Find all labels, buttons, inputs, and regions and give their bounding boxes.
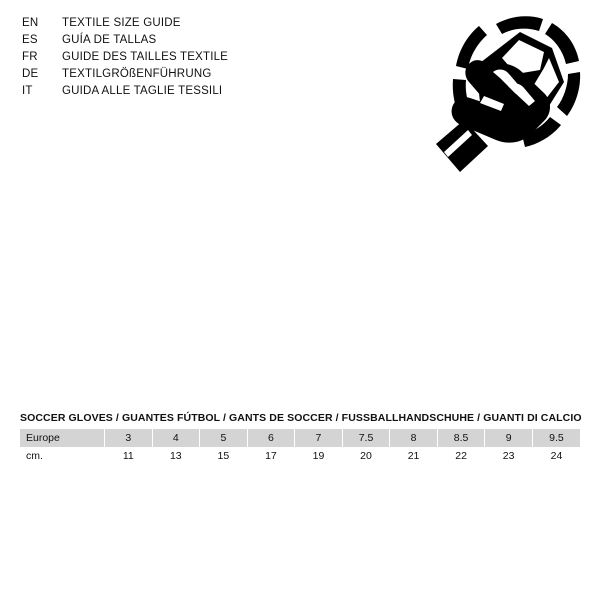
cell-cm-2: 15 [200, 447, 248, 465]
cell-europe-1: 4 [152, 429, 200, 447]
cell-cm-0: 11 [105, 447, 153, 465]
row-label-europe: Europe [20, 429, 105, 447]
legend-code-it: IT [22, 85, 33, 97]
size-chart-title: SOCCER GLOVES / GUANTES FÚTBOL / GANTS DE SOCCER / FUSSBALLHANDSCHUHE / GUANTI DI CALCIO [20, 412, 582, 424]
legend-code-en: EN [22, 17, 39, 29]
cell-europe-3: 6 [247, 429, 295, 447]
cell-cm-5: 20 [342, 447, 390, 465]
legend-code-de: DE [22, 68, 39, 80]
cell-europe-0: 3 [105, 429, 153, 447]
cell-europe-2: 5 [200, 429, 248, 447]
cell-cm-8: 23 [485, 447, 533, 465]
legend-text-es: GUÍA DE TALLAS [62, 34, 157, 46]
cell-cm-7: 22 [437, 447, 485, 465]
size-table [20, 429, 580, 465]
cell-cm-1: 13 [152, 447, 200, 465]
legend-code-fr: FR [22, 51, 38, 63]
cell-cm-9: 24 [532, 447, 580, 465]
language-legend [22, 16, 228, 99]
cell-europe-8: 9 [485, 429, 533, 447]
legend-code-es: ES [22, 34, 38, 46]
goalkeeper-glove-and-ball-icon [392, 10, 582, 200]
cell-cm-3: 17 [247, 447, 295, 465]
row-label-cm: cm. [20, 447, 105, 465]
cell-europe-4: 7 [295, 429, 343, 447]
legend-text-en: TEXTILE SIZE GUIDE [62, 17, 181, 29]
table-row [20, 429, 580, 447]
legend-text-fr: GUIDE DES TAILLES TEXTILE [62, 51, 229, 63]
cell-europe-7: 8.5 [437, 429, 485, 447]
legend-text-it: GUIDA ALLE TAGLIE TESSILI [62, 85, 223, 97]
cell-cm-4: 19 [295, 447, 343, 465]
legend-text-de: TEXTILGRÖßENFÜHRUNG [62, 68, 212, 80]
cell-europe-9: 9.5 [532, 429, 580, 447]
table-row [20, 447, 580, 465]
size-chart [20, 412, 580, 465]
cell-cm-6: 21 [390, 447, 438, 465]
cell-europe-5: 7.5 [342, 429, 390, 447]
cell-europe-6: 8 [390, 429, 438, 447]
